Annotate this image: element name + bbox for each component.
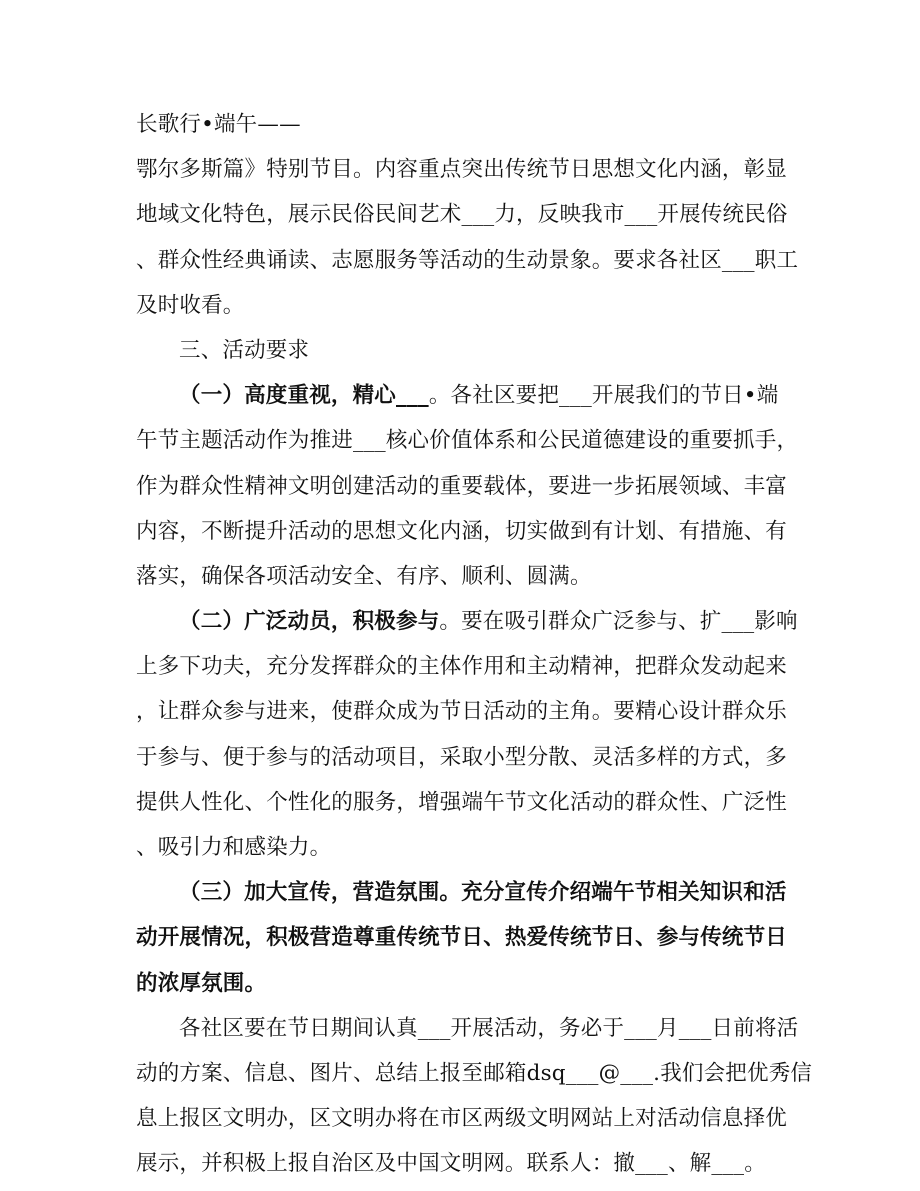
- document-line: 地域文化特色，展示民俗民间艺术___力，反映我市___开展传统民俗: [136, 202, 788, 228]
- document-line: ，让群众参与进来，使群众成为节日活动的主角。要精心设计群众乐: [136, 699, 788, 725]
- document-line: 各社区要在节日期间认真___开展活动，务必于___月___日前将活: [179, 1015, 799, 1041]
- document-page: [136, 102, 813, 1187]
- document-line: 息上报区文明办，区文明办将在市区两级文明网站上对活动信息择优: [136, 1106, 788, 1132]
- document-line: （三）加大宣传，营造氛围。充分宣传介绍端午节相关知识和活: [179, 880, 787, 906]
- document-line: 长歌行•端午——: [136, 112, 301, 137]
- document-line: 动的方案、信息、图片、总结上报至邮箱dsq___@___.我们会把优秀信: [136, 1060, 813, 1086]
- document-line-segment: 。各社区要把___开展我们的节日•端: [428, 383, 779, 409]
- document-line: 的浓厚氛围。: [136, 970, 267, 996]
- document-line: 于参与、便于参与的活动项目，采取小型分散、灵活多样的方式，多: [136, 744, 788, 770]
- document-line: 作为群众性精神文明创建活动的重要载体，要进一步拓展领域、丰富: [136, 473, 788, 499]
- document-line-segment: 。要在吸引群众广泛参与、扩___影响: [439, 609, 798, 635]
- document-line: 展示，并积极上报自治区及中国文明网。联系人：撤___、解___。: [136, 1151, 766, 1177]
- document-line: [136, 599, 798, 644]
- document-line: 午节主题活动作为推进___核心价值体系和公民道德建设的重要抓手，: [136, 428, 799, 454]
- document-line: 三、活动要求: [179, 337, 310, 363]
- document-line: 及时收看。: [136, 292, 245, 318]
- document-line: 动开展情况，积极营造尊重传统节日、热爱传统节日、参与传统节日: [136, 925, 788, 951]
- document-line: 、吸引力和感染力。: [136, 835, 332, 860]
- document-line: 落实，确保各项活动安全、有序、顺利、圆满。: [136, 563, 592, 589]
- document-line-segment: （一）高度重视，精心___: [179, 383, 429, 409]
- document-line-segment: （二）广泛动员，积极参与: [179, 609, 440, 635]
- document-line: 上多下功夫，充分发挥群众的主体作用和主动精神，把群众发动起来: [136, 654, 788, 680]
- document-line: 内容，不断提升活动的思想文化内涵，切实做到有计划、有措施、有: [136, 518, 788, 544]
- document-line: 提供人性化、个性化的服务，增强端午节文化活动的群众性、广泛性: [136, 789, 788, 815]
- document-line: 鄂尔多斯篇》特别节目。内容重点突出传统节日思想文化内涵，彰显: [136, 157, 788, 183]
- document-line: [136, 373, 786, 418]
- document-line: 、群众性经典诵读、志愿服务等活动的生动景象。要求各社区___职工: [136, 247, 799, 273]
